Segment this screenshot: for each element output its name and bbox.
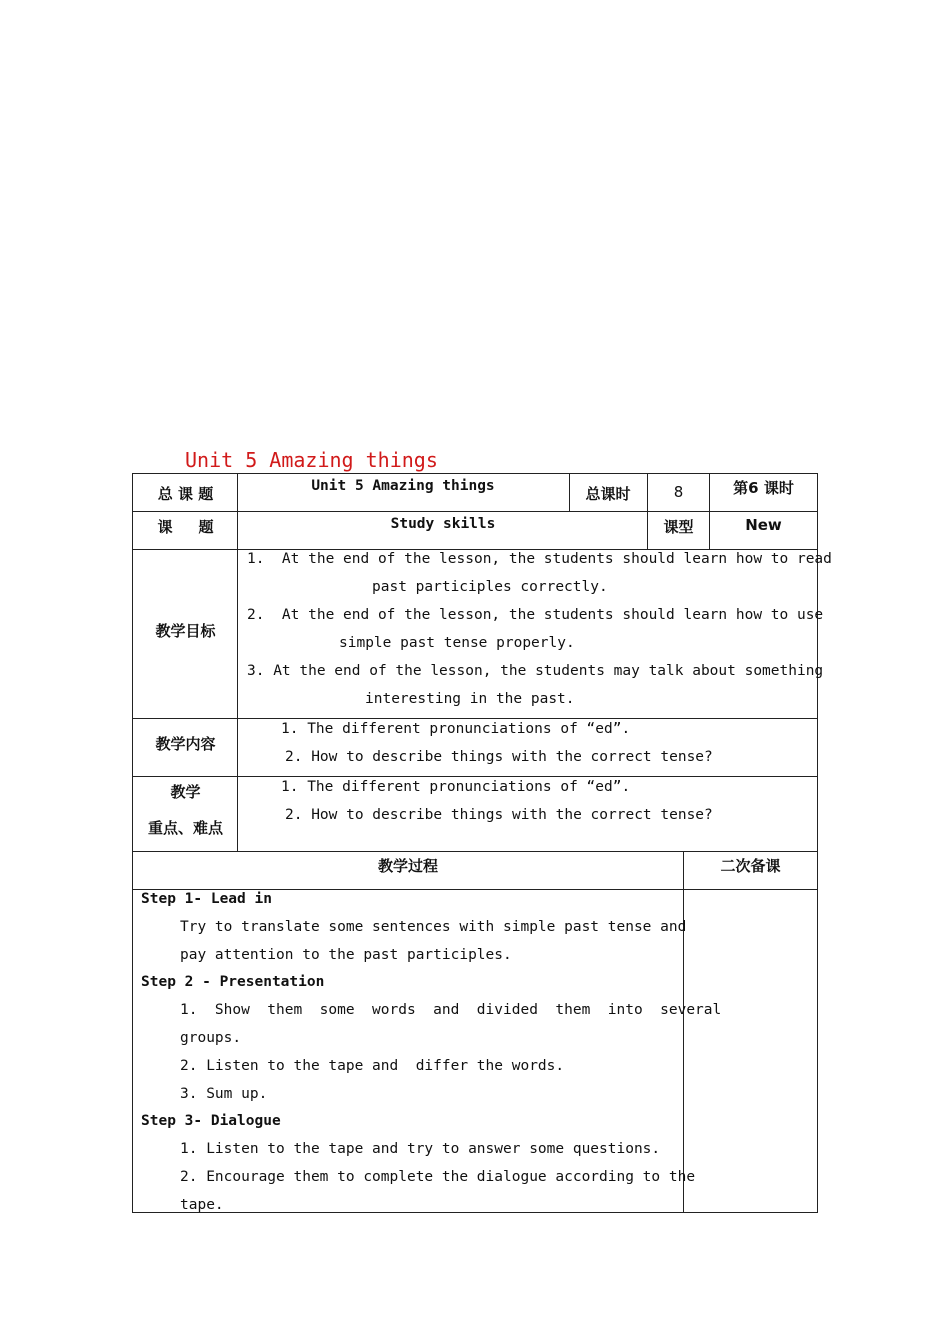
process-step-line: groups. [180,1030,242,1046]
objective-line: 3. At the end of the lesson, the students may talk about something [247,663,824,679]
total-hours-value: 8 [673,483,684,501]
objective-line: interesting in the past. [365,691,575,707]
second-preparation-header: 二次备课 [720,857,781,875]
total-hours-label: 总课时 [585,485,631,503]
process-header: 教学过程 [377,857,438,875]
objective-line: simple past tense properly. [339,635,575,651]
table-border [132,1212,818,1213]
process-step-line: 2. Listen to the tape and differ the words. [180,1057,565,1074]
table-border [683,851,684,1212]
keypoints-item: 2. How to describe things with the correct tense? [285,807,713,823]
table-border [132,851,818,852]
keypoints-item: 1. The different pronunciations of “ed”. [281,779,631,795]
content-item: 2. How to describe things with the correct tense? [285,749,713,765]
objective-line: 1. At the end of the lesson, the students should learn how to read [247,551,832,567]
objective-line: 2. At the end of the lesson, the students should learn how to use [247,607,824,623]
process-step-line: 1. Show them some words and divided them into several [180,1002,722,1019]
topic-label: 课 题 [157,518,214,536]
lesson-number: 第6 课时 [733,479,794,497]
content-item: 1. The different pronunciations of “ed”. [281,721,631,737]
process-step-title: Step 3- Dialogue [141,1113,281,1130]
process-step-line: 1. Listen to the tape and try to answer some questions. [180,1141,661,1158]
topic-value: Study skills [390,516,496,532]
keypoints-label-line2: 重点、难点 [147,819,223,837]
process-step-line: 3. Sum up. [180,1085,268,1102]
keypoints-label-line1: 教学 [170,783,201,801]
table-border [132,473,133,1212]
total-topic-value: Unit 5 Amazing things [311,478,495,494]
process-step-line: 2. Encourage them to complete the dialogue according to the [180,1169,696,1185]
table-border [817,473,818,1212]
process-step-line: pay attention to the past participles. [180,946,512,963]
lesson-type-label: 课型 [663,518,694,536]
process-step-title: Step 1- Lead in [141,891,272,907]
total-topic-label: 总 课 题 [157,485,214,503]
lesson-type-value: New [745,516,782,534]
process-step-line: tape. [180,1196,224,1213]
document-title: Unit 5 Amazing things [185,448,438,472]
objectives-label: 教学目标 [155,622,216,640]
process-step-line: Try to translate some sentences with simple past tense and [180,918,687,935]
process-step-title: Step 2 - Presentation [141,974,325,991]
objective-line: past participles correctly. [372,579,608,595]
content-label: 教学内容 [155,735,216,753]
